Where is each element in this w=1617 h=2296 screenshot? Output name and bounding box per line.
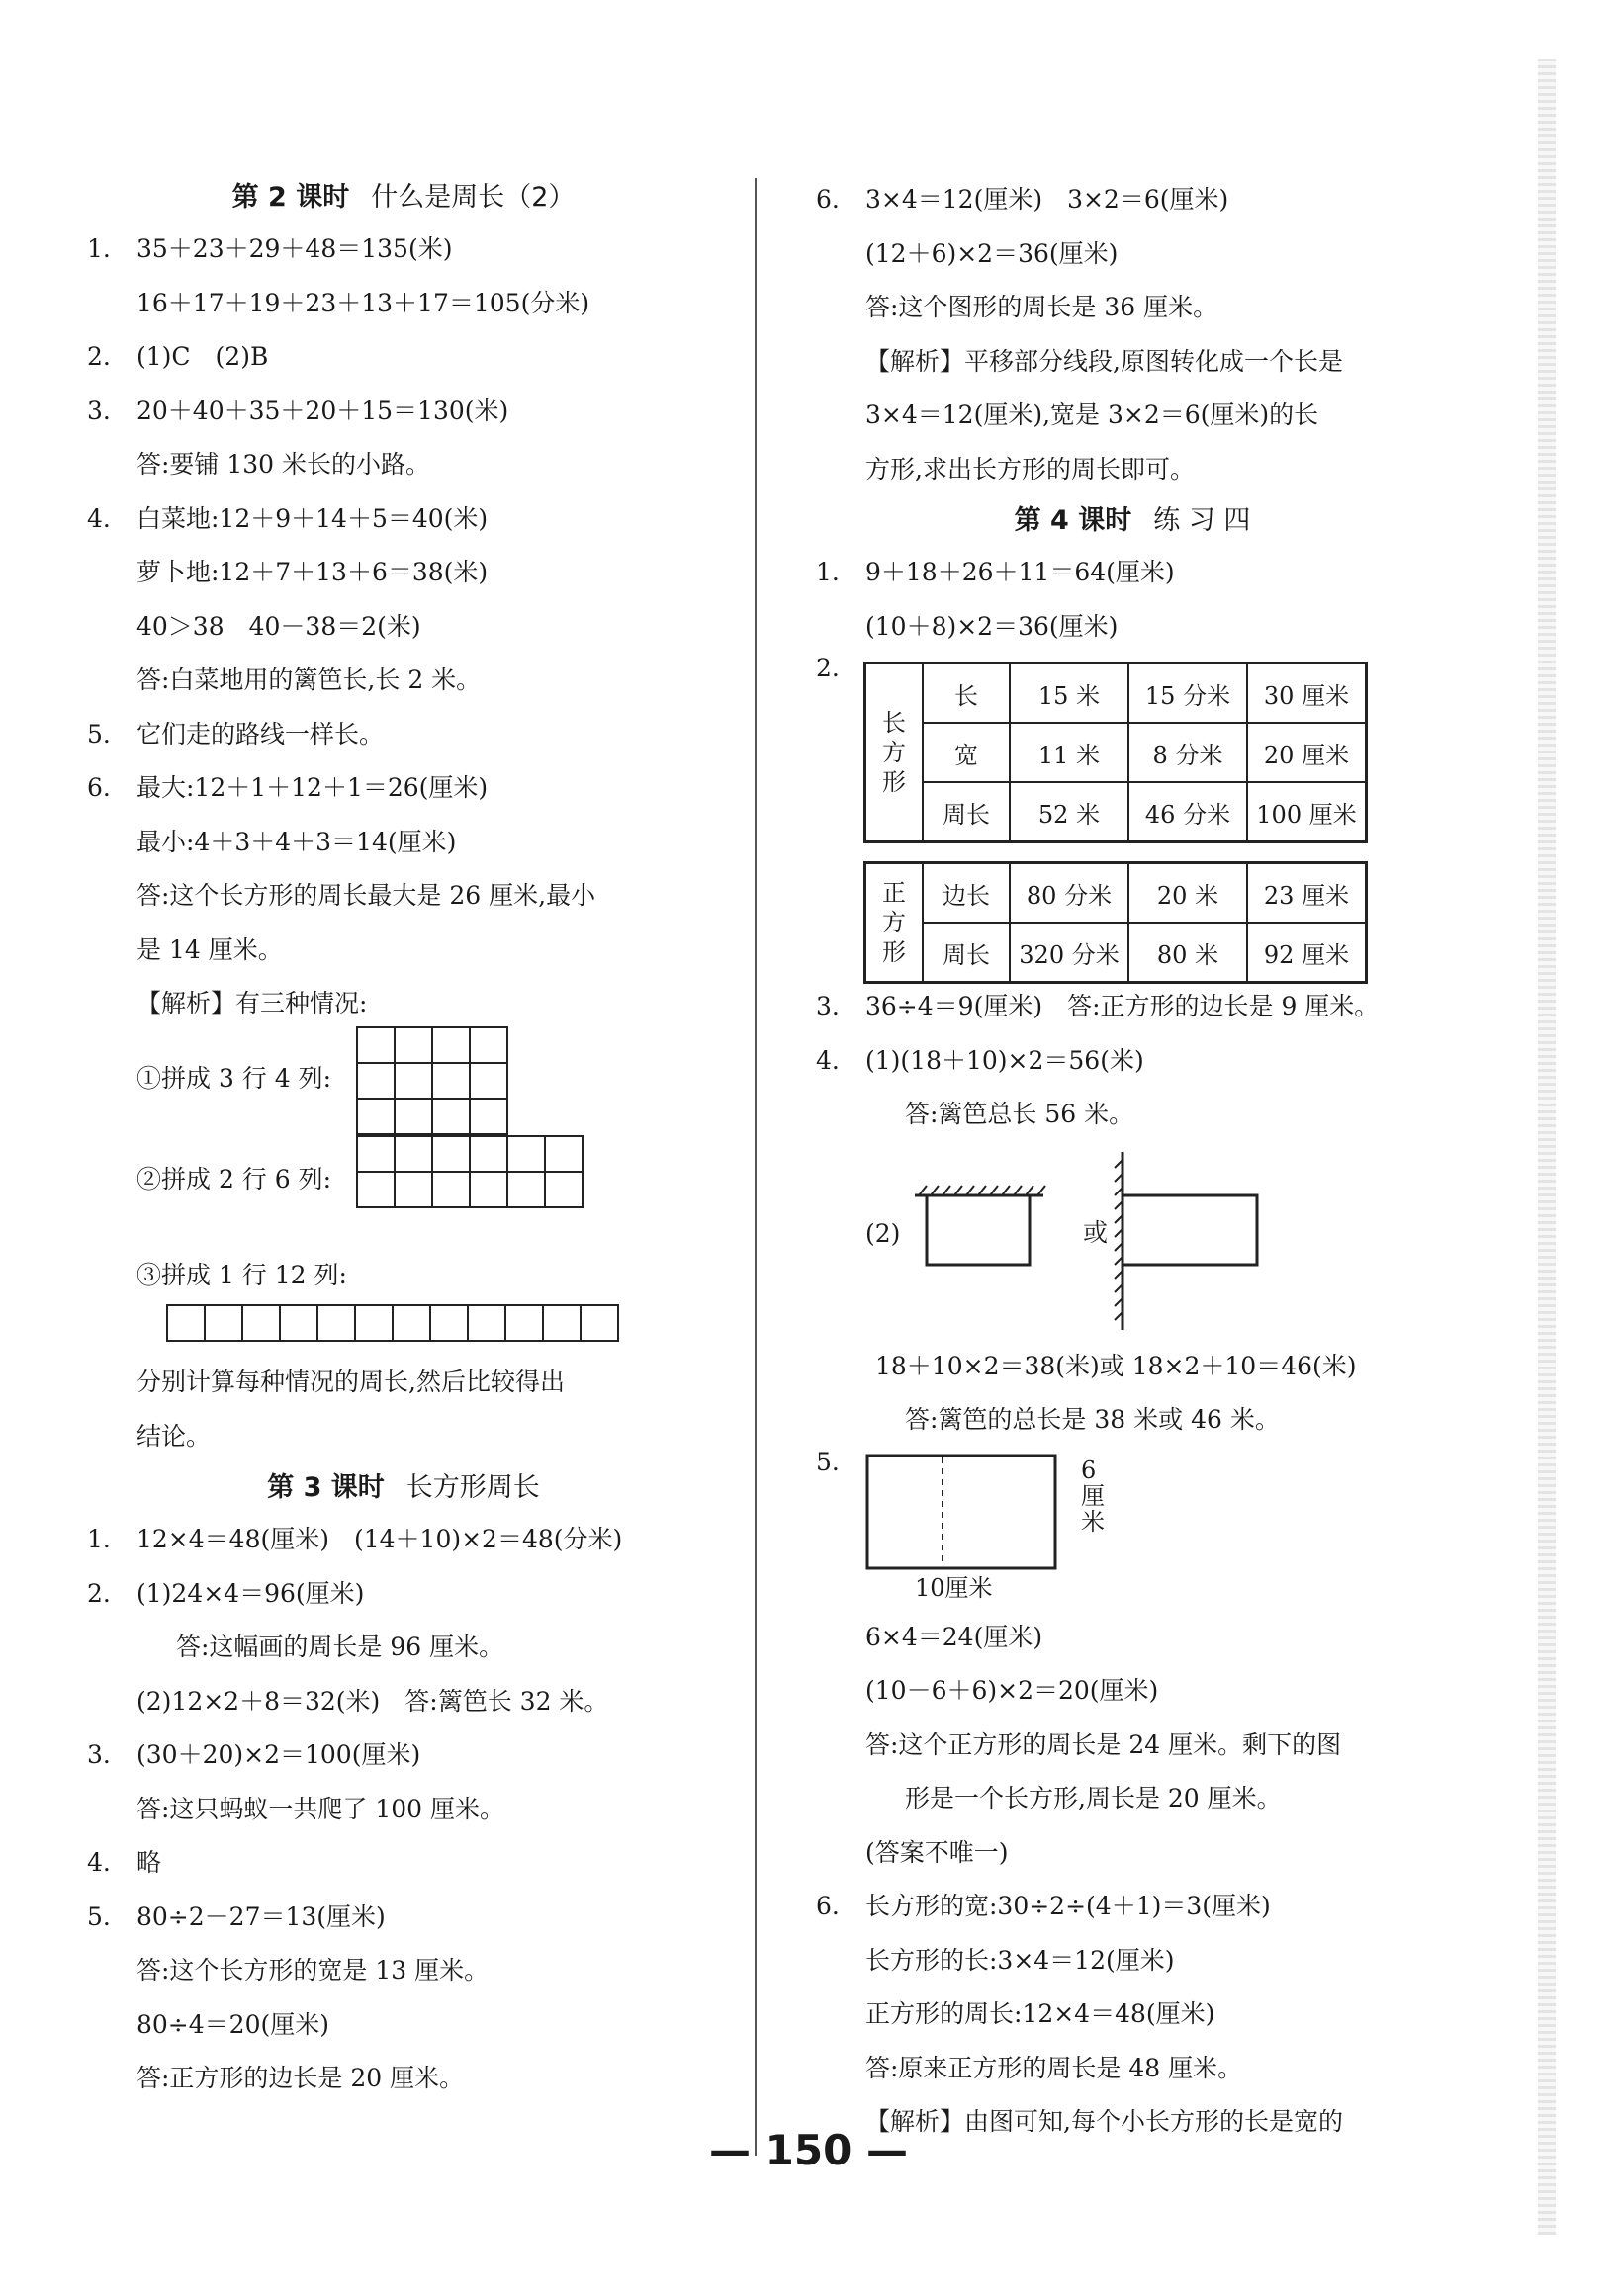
answer-line: 最小:4＋3＋4＋3＝14(厘米) (136, 827, 457, 856)
table-cell: 80 米 (1128, 923, 1247, 983)
part-label: (2) (865, 1218, 901, 1248)
analysis-line: 结论。 (136, 1421, 212, 1451)
table-cell: 15 米 (1010, 663, 1128, 724)
question-number: 2. (87, 342, 111, 371)
answer-line: 萝卜地:12＋7＋13＋6＝38(米) (136, 558, 489, 586)
rectangle-label: 长方形 (865, 663, 924, 842)
analysis-line: 3×4＝12(厘米),宽是 3×2＝6(厘米)的长 (865, 400, 1319, 429)
rectangle-table (863, 662, 1368, 843)
section-subtitle: 练 习 四 (1153, 505, 1251, 536)
answer-line: 5. 它们走的路线一样长。 (87, 708, 720, 762)
table-cell: 92 厘米 (1247, 923, 1367, 983)
answer-line: (答案不唯一) (865, 1837, 1009, 1867)
question-number: 5. (87, 1901, 111, 1931)
answer-line: 答:白菜地用的篱笆长,长 2 米。 (136, 665, 482, 694)
answer-line: 1. 9＋18＋26＋11＝64(厘米) (816, 546, 1449, 600)
answer-line: 2. (1)C (2)B (87, 330, 720, 385)
answer-line: (10＋8)×2＝36(厘米) (865, 611, 1119, 641)
question-number: 5. (87, 719, 111, 749)
table-cell: 周长 (923, 923, 1010, 983)
table-cell: 15 分米 (1128, 663, 1247, 724)
grid-label: ①拼成 3 行 4 列: (136, 1063, 332, 1093)
answer-line: 6. 最大:12＋1＋12＋1＝26(厘米) (87, 761, 720, 816)
answer-line: 答:这个长方形的周长最大是 26 厘米,最小 (136, 881, 596, 910)
grid-1x12-row (87, 1302, 720, 1356)
table-cell: 23 厘米 (1247, 863, 1367, 924)
table-cell: 周长 (923, 782, 1010, 842)
rectangle-diagram (865, 1454, 1063, 1582)
column-divider (755, 178, 757, 2156)
answer-line: 答:这幅画的周长是 96 厘米。 (176, 1633, 504, 1661)
answer-line: 正方形的周长:12×4＝48(厘米) (865, 1999, 1215, 2028)
question-number: 6. (816, 185, 840, 214)
binding-edge (1538, 59, 1556, 2235)
question-number: 4. (87, 503, 111, 533)
answer-line: 答:这个图形的周长是 36 厘米。 (865, 293, 1218, 321)
section-subtitle: 什么是周长（2） (371, 182, 576, 213)
question-number: 3. (816, 992, 840, 1020)
question-number: 1. (87, 234, 111, 263)
square-table (863, 861, 1368, 984)
answer-line: 答:原来正方形的周长是 48 厘米。 (865, 2053, 1243, 2082)
table-cell: 30 厘米 (1247, 663, 1367, 724)
answer-line: 答:要铺 130 米长的小路。 (136, 450, 431, 479)
answer-line: 4. 白菜地:12＋9＋14＋5＝40(米) (87, 492, 720, 547)
table-cell: 长 (923, 663, 1010, 724)
table-cell: 宽 (923, 723, 1010, 782)
table-cell: 100 厘米 (1247, 782, 1367, 842)
page-number: — 150 — (709, 2126, 908, 2174)
grid-2x6-figure (356, 1135, 584, 1208)
analysis-line: 【解析】平移部分线段,原图转化成一个长是 (865, 346, 1343, 376)
answer-line: 答:这只蚂蚁一共爬了 100 厘米。 (136, 1794, 505, 1823)
question-number: 6. (87, 773, 111, 802)
question-2-tables (816, 654, 1449, 980)
answer-line: 40＞38 40－38＝2(米) (136, 611, 421, 641)
fence-figure (816, 1142, 1449, 1340)
question-number: 1. (816, 558, 840, 586)
right-column (816, 173, 1449, 2150)
answer-line: 5. 80÷2－27＝13(厘米) (87, 1891, 720, 1945)
answer-line: 4. 略 (87, 1836, 720, 1891)
table-cell: 46 分米 (1128, 782, 1247, 842)
answer-line: 18＋10×2＝38(米)或 18×2＋10＝46(米) (875, 1351, 1357, 1380)
or-label: 或 (1083, 1217, 1109, 1247)
answer-line: 1. 12×4＝48(厘米) (14＋10)×2＝48(分米) (87, 1513, 720, 1567)
answer-line: 是 14 厘米。 (136, 934, 283, 964)
answer-line: 80÷4＝20(厘米) (136, 2009, 329, 2039)
grid-1x12-figure (166, 1304, 619, 1342)
question-number: 1. (87, 1525, 111, 1553)
table-cell: 52 米 (1010, 782, 1128, 842)
grid-2x6-row (87, 1140, 720, 1249)
answer-line: 6. 3×4＝12(厘米) 3×2＝6(厘米) (816, 173, 1449, 227)
table-cell: 320 分米 (1010, 923, 1128, 983)
grid-3x4-row (87, 1031, 720, 1140)
answer-line: 答:这个正方形的周长是 24 厘米。剩下的图 (865, 1729, 1342, 1759)
question-number: 3. (87, 1740, 111, 1769)
answer-line: 答:篱笆的总长是 38 米或 46 米。 (905, 1405, 1280, 1434)
answer-line: 16＋17＋19＋23＋13＋17＝105(分米) (136, 288, 590, 317)
question-number: 4. (816, 1045, 840, 1075)
question-5-figure (816, 1448, 1449, 1611)
answer-line: (10－6＋6)×2＝20(厘米) (865, 1676, 1159, 1705)
square-label: 正方形 (865, 863, 924, 983)
question-number: 2. (87, 1578, 111, 1608)
analysis-line: 【解析】有三种情况: (136, 989, 368, 1017)
section-heading-2 (87, 173, 720, 222)
question-number: 6. (816, 1892, 840, 1920)
height-label: 6厘米 (1081, 1456, 1105, 1536)
answer-line: 1. 35＋23＋29＋48＝135(米) (87, 222, 720, 277)
answer-line: 答:篱笆总长 56 米。 (905, 1100, 1134, 1128)
section-title: 第 2 课时 (231, 182, 350, 213)
answer-line: 6×4＝24(厘米) (865, 1622, 1043, 1651)
analysis-line: 【解析】由图可知,每个小长方形的长是宽的 (865, 2107, 1343, 2136)
section-subtitle: 长方形周长 (405, 1472, 540, 1503)
section-title: 第 4 课时 (1014, 505, 1132, 536)
answer-line: 答:正方形的边长是 20 厘米。 (136, 2064, 465, 2092)
table-cell: 8 分米 (1128, 723, 1247, 782)
table-cell: 11 米 (1010, 723, 1128, 782)
width-label: 10厘米 (915, 1573, 993, 1602)
grid-3x4-figure (356, 1026, 508, 1135)
grid-label: ③拼成 1 行 12 列: (136, 1260, 347, 1289)
question-number: 4. (87, 1848, 111, 1877)
answer-line: 3. (30＋20)×2＝100(厘米) (87, 1728, 720, 1783)
section-heading-3 (87, 1463, 720, 1513)
question-number: 5. (816, 1447, 840, 1476)
answer-line: 长方形的长:3×4＝12(厘米) (865, 1945, 1175, 1975)
answer-line: 4. (1)(18＋10)×2＝56(米) (816, 1034, 1449, 1089)
section-title: 第 3 课时 (267, 1472, 385, 1503)
left-column (87, 173, 720, 2106)
analysis-line: 方形,求出长方形的周长即可。 (865, 454, 1195, 484)
answer-line: 形是一个长方形,周长是 20 厘米。 (905, 1784, 1282, 1812)
section-heading-4 (816, 496, 1449, 546)
table-cell: 边长 (923, 863, 1010, 924)
answer-line: (12＋6)×2＝36(厘米) (865, 238, 1119, 268)
answer-line: 3. 20＋40＋35＋20＋15＝130(米) (87, 385, 720, 439)
table-cell: 20 米 (1128, 863, 1247, 924)
table-cell: 80 分米 (1010, 863, 1128, 924)
answer-line: 2. (1)24×4＝96(厘米) (87, 1567, 720, 1622)
analysis-line: 分别计算每种情况的周长,然后比较得出 (136, 1368, 565, 1396)
table-cell: 20 厘米 (1247, 723, 1367, 782)
fence-diagram (905, 1142, 1360, 1340)
answer-line: 答:这个长方形的宽是 13 厘米。 (136, 1956, 490, 1985)
answer-line: (2)12×2＋8＝32(米) 答:篱笆长 32 米。 (136, 1686, 609, 1716)
answer-line: 3. 36÷4＝9(厘米) 答:正方形的边长是 9 厘米。 (816, 980, 1449, 1034)
question-number: 3. (87, 396, 111, 425)
grid-label: ②拼成 2 行 6 列: (136, 1164, 332, 1193)
question-number: 2. (816, 654, 840, 682)
answer-line: 6. 长方形的宽:30÷2÷(4＋1)＝3(厘米) (816, 1880, 1449, 1934)
